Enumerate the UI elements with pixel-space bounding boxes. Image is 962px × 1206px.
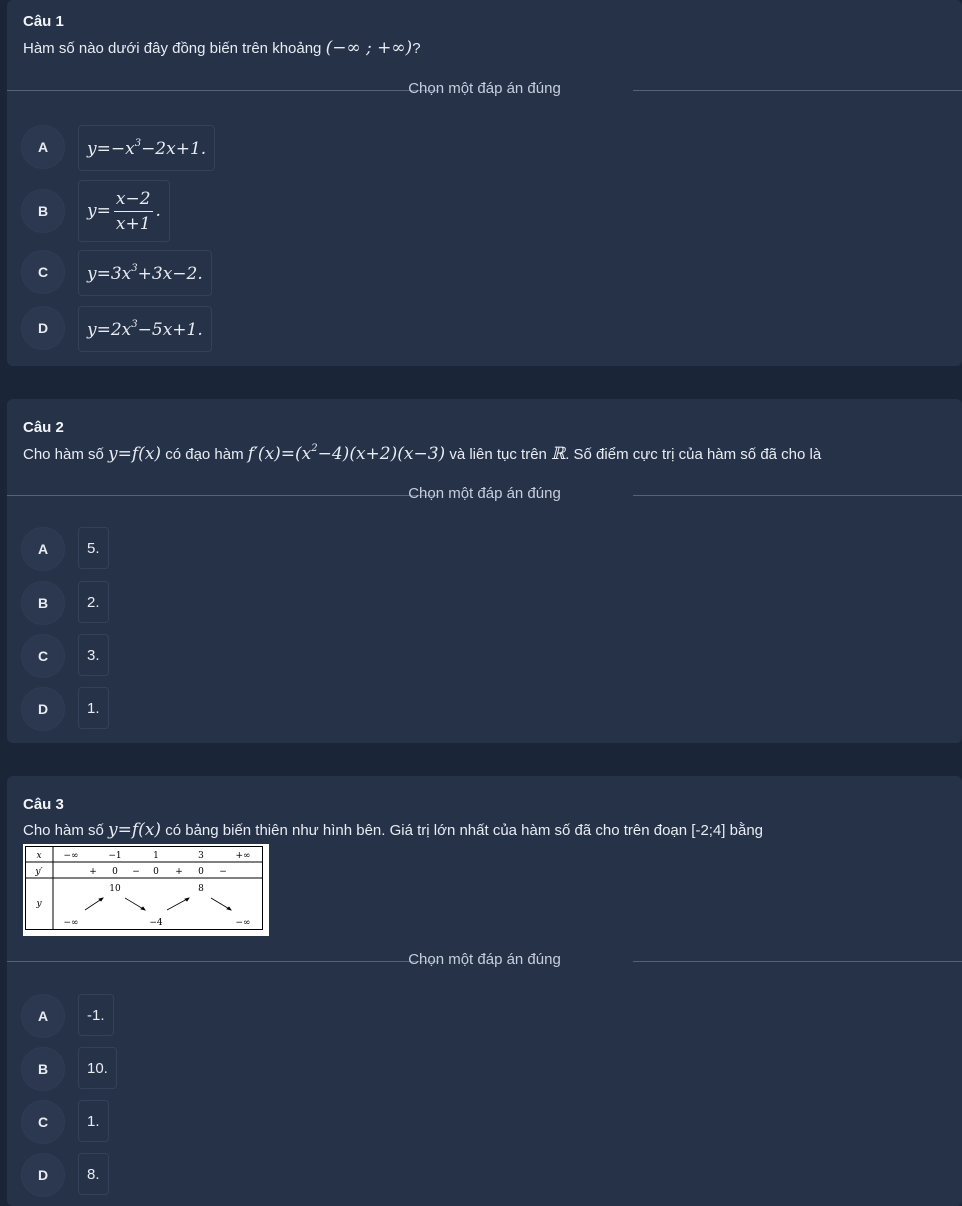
option-math-prefix: y=: [87, 201, 111, 221]
question-text: [23, 443, 821, 464]
option-letter[interactable]: B: [21, 1047, 65, 1091]
table-y-value: −∞: [235, 918, 251, 928]
table-x-value: −∞: [63, 851, 79, 861]
option-letter[interactable]: C: [21, 250, 65, 294]
table-y-value: 8: [198, 884, 204, 894]
question-title: Câu 3: [23, 796, 64, 813]
math-function: y=f(x): [108, 820, 162, 840]
question-text-part: Cho hàm số: [23, 446, 104, 463]
option-letter[interactable]: D: [21, 1153, 65, 1197]
option-content[interactable]: -1.: [78, 994, 114, 1036]
answer-divider: [7, 80, 962, 100]
math-derivative: $f'(x)=(x^2-4)(x+2)(x-3)$: [247, 443, 446, 464]
option-letter[interactable]: B: [21, 189, 65, 233]
option-content[interactable]: [78, 250, 212, 296]
option-letter[interactable]: C: [21, 1100, 65, 1144]
table-sign: 0: [153, 867, 159, 877]
question-text: [23, 820, 763, 840]
question-text: [23, 38, 421, 58]
table-x-value: 1: [153, 851, 159, 861]
variation-table: [23, 844, 269, 936]
option-content[interactable]: 1.: [78, 1100, 109, 1142]
option-letter[interactable]: A: [21, 994, 65, 1038]
table-y-value: −4: [149, 918, 163, 928]
option-fraction: [114, 189, 153, 234]
option-letter[interactable]: D: [21, 306, 65, 350]
option-letter[interactable]: B: [21, 581, 65, 625]
option-content[interactable]: [78, 180, 170, 242]
table-sign: +: [175, 867, 183, 877]
question-text-part: ?: [412, 40, 421, 57]
question-card-2: [7, 399, 962, 743]
option-letter[interactable]: D: [21, 687, 65, 731]
option-letter[interactable]: A: [21, 527, 65, 571]
table-x-value: +∞: [235, 851, 251, 861]
option-letter[interactable]: C: [21, 634, 65, 678]
question-title: Câu 1: [23, 13, 64, 30]
option-math: $y=-x^3-2x+1$.: [87, 137, 207, 159]
table-x-value: 3: [198, 851, 204, 861]
fraction-numerator: x−2: [114, 189, 153, 212]
fraction-denominator: x+1: [115, 213, 151, 234]
option-content[interactable]: 1.: [78, 687, 109, 729]
table-sign: −: [219, 867, 227, 877]
option-math: $y=3x^3+3x-2$.: [87, 262, 203, 284]
option-content[interactable]: 5.: [78, 527, 109, 569]
option-content[interactable]: [78, 125, 215, 171]
divider-label: Chọn một đáp án đúng: [408, 80, 561, 97]
math-real-set: ℝ: [551, 444, 566, 464]
table-x-value: −1: [108, 851, 122, 861]
answer-divider: [7, 485, 962, 505]
table-y-value: 10: [109, 884, 121, 894]
table-yprime-label: y′: [35, 867, 43, 877]
table-y-value: −∞: [63, 918, 79, 928]
question-card-1: [7, 0, 962, 366]
option-content[interactable]: 2.: [78, 581, 109, 623]
table-sign: 0: [198, 867, 204, 877]
table-sign: 0: [112, 867, 118, 877]
table-y-label: y: [36, 899, 42, 909]
table-sign: −: [132, 867, 140, 877]
question-text-part: Hàm số nào dưới đây đồng biến trên khoảng: [23, 40, 322, 57]
question-text-part: có đạo hàm: [165, 446, 244, 463]
option-content[interactable]: [78, 306, 212, 352]
question-text-part: và liên tục trên: [449, 446, 547, 463]
divider-label: Chọn một đáp án đúng: [408, 951, 561, 968]
question-title: Câu 2: [23, 419, 64, 436]
option-content[interactable]: 3.: [78, 634, 109, 676]
question-card-3: [7, 776, 962, 1206]
table-x-label: x: [36, 851, 42, 861]
option-content[interactable]: 8.: [78, 1153, 109, 1195]
question-text-part: có bảng biến thiên như hình bên. Giá trị lớn nhất của hàm số đã cho trên đoạn [-2;4] bằng: [165, 822, 763, 839]
option-letter[interactable]: A: [21, 125, 65, 169]
table-sign: +: [89, 867, 97, 877]
divider-label: Chọn một đáp án đúng: [408, 485, 561, 502]
option-math: $y=2x^3-5x+1$.: [87, 318, 203, 340]
question-text-part: Cho hàm số: [23, 822, 104, 839]
option-content[interactable]: 10.: [78, 1047, 117, 1089]
question-text-part: . Số điểm cực trị của hàm số đã cho là: [565, 446, 822, 463]
answer-divider: [7, 951, 962, 971]
option-math-suffix: .: [155, 201, 161, 221]
math-function: y=f(x): [108, 444, 162, 464]
math-interval: (−∞ ; +∞): [325, 38, 413, 58]
